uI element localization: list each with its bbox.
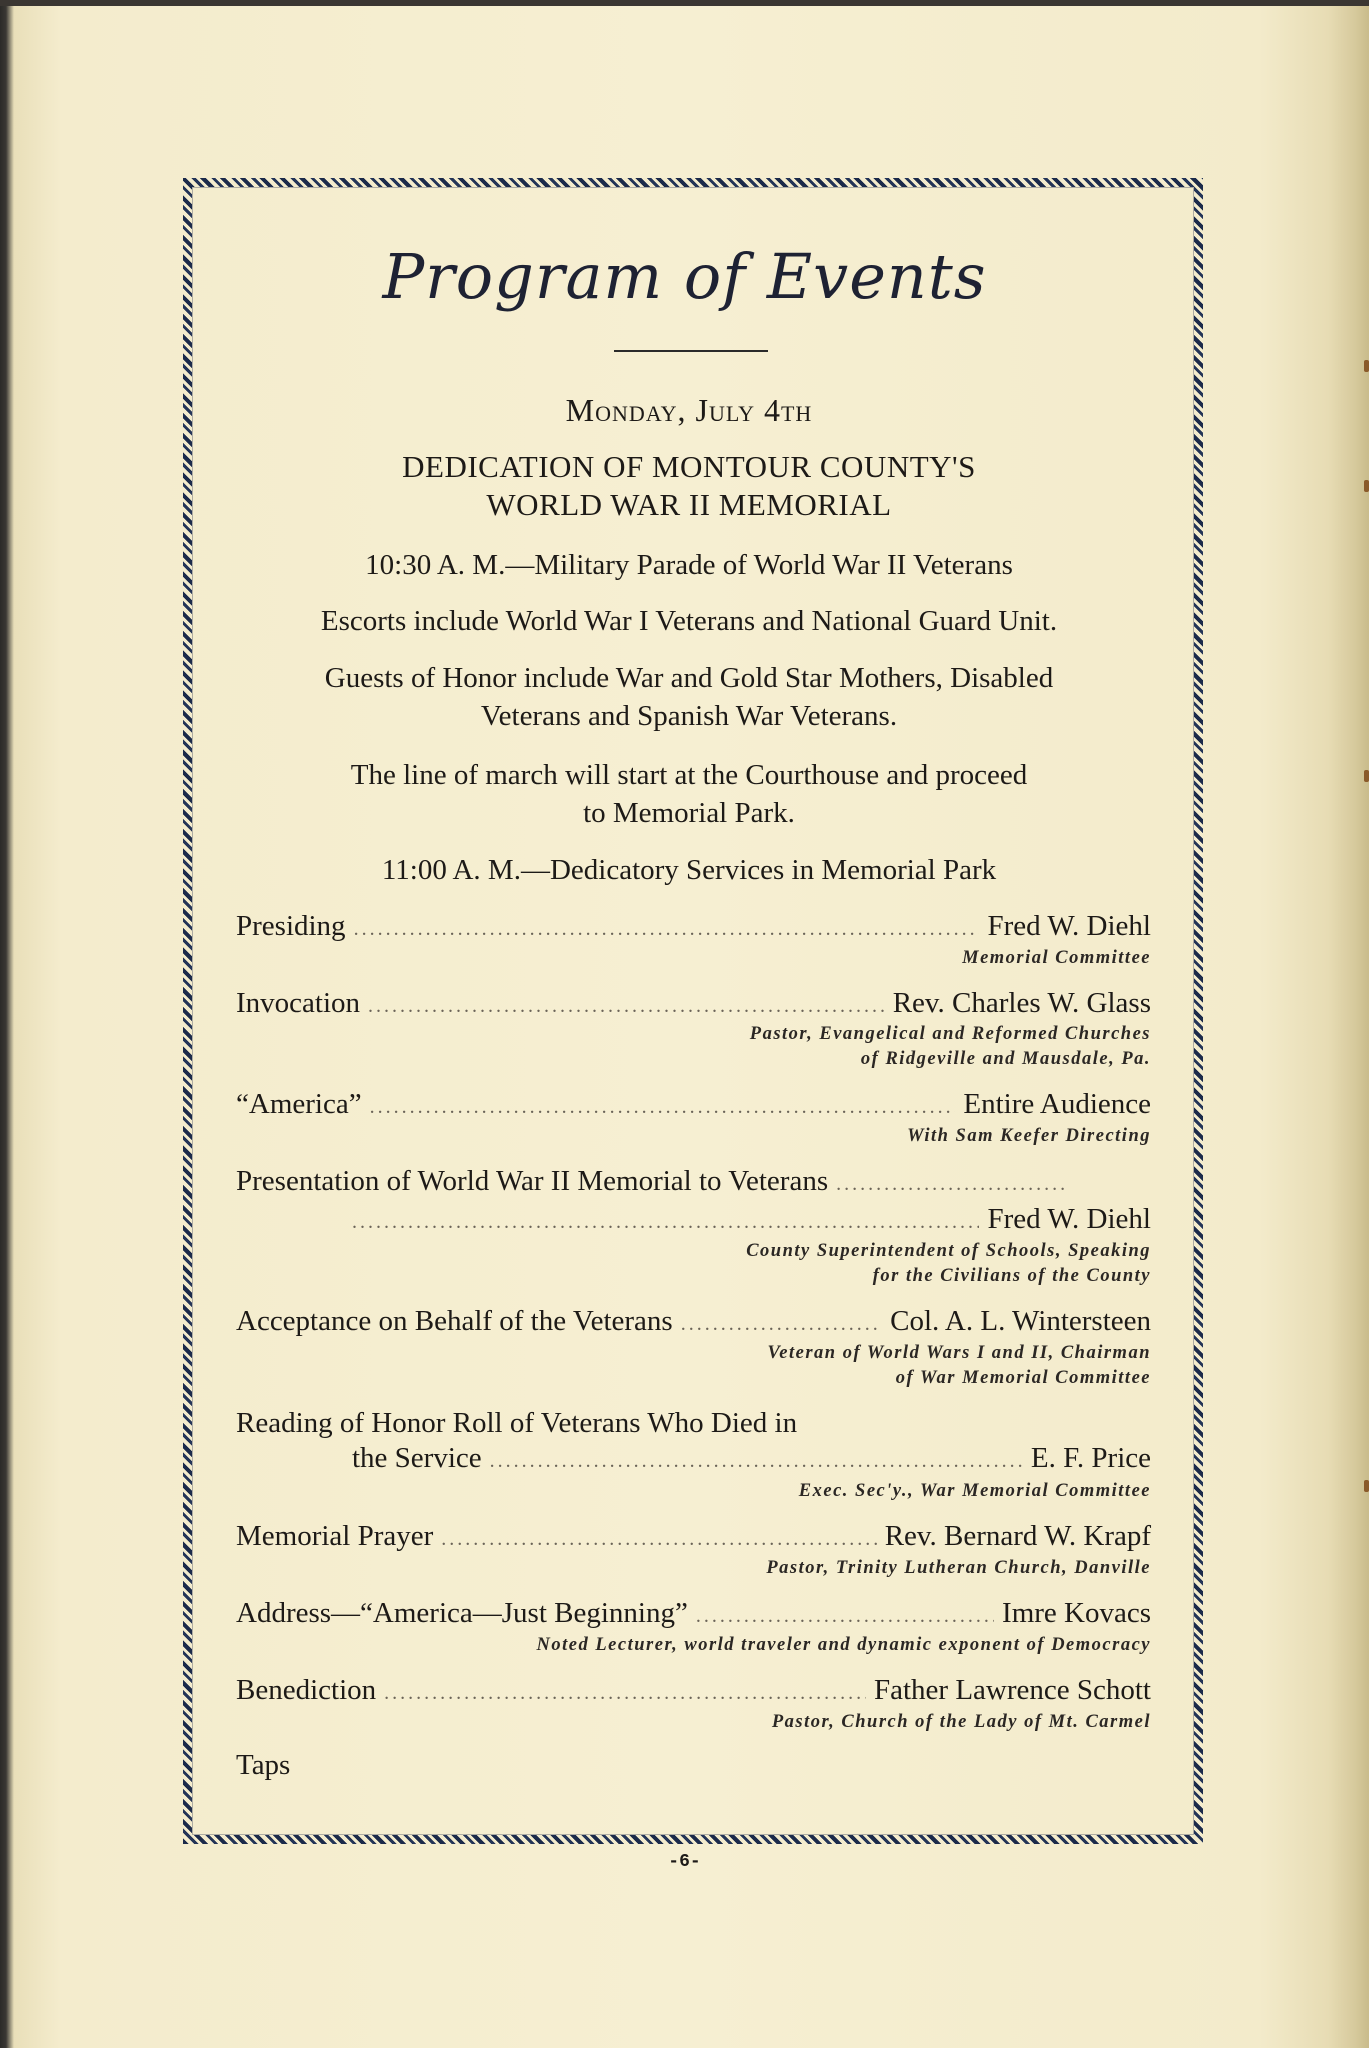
- line-of-march-line2: to Memorial Park.: [583, 797, 795, 829]
- line-of-march-line1: The line of march will start at the Courthouse and proceed: [350, 759, 1028, 791]
- dot-leader: [384, 1682, 866, 1705]
- title-divider: [614, 350, 768, 352]
- program-item-honor-roll: Reading of Honor Roll of Veterans Who Died in: [236, 1407, 798, 1439]
- guests-of-honor-line2: Veterans and Spanish War Veterans.: [480, 700, 898, 732]
- program-item-presentation: [236, 1165, 1076, 1203]
- dot-leader: [354, 918, 980, 941]
- program-item-presiding: [236, 910, 1151, 948]
- program-item-role: County Superintendent of Schools, Speaking: [746, 1241, 1151, 1261]
- program-item-person: Rev. Charles W. Glass: [892, 987, 1151, 1019]
- program-item-role: of Ridgeville and Mausdale, Pa.: [860, 1049, 1151, 1069]
- dot-leader: [352, 1211, 979, 1234]
- program-item-label: Memorial Prayer: [236, 1520, 434, 1552]
- dot-leader: [368, 995, 885, 1018]
- program-item-label: “America”: [236, 1088, 362, 1120]
- program-item-role: Exec. Sec'y., War Memorial Committee: [798, 1481, 1151, 1501]
- program-item-address: [236, 1597, 1151, 1635]
- dot-leader: [441, 1528, 876, 1551]
- dot-leader: [370, 1096, 956, 1119]
- dot-leader: [696, 1605, 994, 1628]
- program-item-label: Benediction: [236, 1674, 377, 1706]
- program-item-role: for the Civilians of the County: [872, 1266, 1151, 1286]
- program-item-role: Veteran of World Wars I and II, Chairman: [767, 1343, 1151, 1363]
- program-item-honor-roll-cont: [352, 1442, 1151, 1480]
- services-time: 11:00 A. M.—Dedicatory Services in Memorial Park: [381, 854, 997, 886]
- program-item-benediction: [236, 1674, 1151, 1712]
- program-item-role: Memorial Committee: [962, 948, 1151, 968]
- page-top-edge: [0, 0, 1369, 6]
- program-item-label: the Service: [352, 1442, 482, 1474]
- program-item-person: Rev. Bernard W. Krapf: [884, 1520, 1151, 1552]
- program-item-acceptance: [236, 1305, 1151, 1343]
- program-item-person: Fred W. Diehl: [987, 910, 1151, 942]
- program-item-role: Pastor, Evangelical and Reformed Churches: [749, 1024, 1151, 1044]
- program-item-label: Invocation: [236, 987, 361, 1019]
- program-item-role: Pastor, Church of the Lady of Mt. Carmel: [771, 1712, 1151, 1732]
- program-item-role: of War Memorial Committee: [895, 1368, 1151, 1388]
- dot-leader: [836, 1173, 1068, 1196]
- dot-leader: [681, 1313, 882, 1336]
- page-title: Program of Events: [382, 240, 987, 313]
- event-date: Monday, July 4th: [565, 392, 813, 428]
- dedication-heading-line1: DEDICATION OF MONTOUR COUNTY'S: [402, 449, 976, 484]
- program-item-role: Pastor, Trinity Lutheran Church, Danville: [766, 1558, 1151, 1578]
- parade-escorts: Escorts include World War I Veterans and National Guard Unit.: [320, 605, 1058, 637]
- program-item-person: Father Lawrence Schott: [873, 1674, 1151, 1706]
- program-item-label: Presiding: [236, 910, 346, 942]
- dot-leader: [490, 1450, 1023, 1473]
- program-item-label: Acceptance on Behalf of the Veterans: [236, 1305, 673, 1337]
- program-item-role: Noted Lecturer, world traveler and dynamic exponent of Democracy: [536, 1635, 1151, 1655]
- parade-time: 10:30 A. M.—Military Parade of World War II Veterans: [365, 549, 1013, 581]
- page-number: -6-: [668, 1852, 701, 1872]
- dedication-heading-line2: WORLD WAR II MEMORIAL: [486, 487, 892, 522]
- program-item-person: E. F. Price: [1030, 1442, 1151, 1474]
- program-item-taps: Taps: [236, 1749, 291, 1781]
- program-item-person: Col. A. L. Wintersteen: [890, 1305, 1151, 1337]
- program-item-america: [236, 1088, 1151, 1126]
- guests-of-honor-line1: Guests of Honor include War and Gold Star Mothers, Disabled: [324, 662, 1054, 694]
- program-item-person: Fred W. Diehl: [987, 1203, 1151, 1235]
- program-item-presentation-cont: [352, 1203, 1151, 1241]
- program-item-label: Address—“America—Just Beginning”: [236, 1597, 688, 1629]
- program-item-label: Presentation of World War II Memorial to Veterans: [236, 1165, 829, 1197]
- program-item-memorial-prayer: [236, 1520, 1151, 1558]
- program-item-invocation: [236, 987, 1151, 1025]
- program-item-person: Entire Audience: [963, 1088, 1151, 1120]
- program-item-person: Imre Kovacs: [1002, 1597, 1151, 1629]
- program-item-role: With Sam Keefer Directing: [907, 1126, 1151, 1146]
